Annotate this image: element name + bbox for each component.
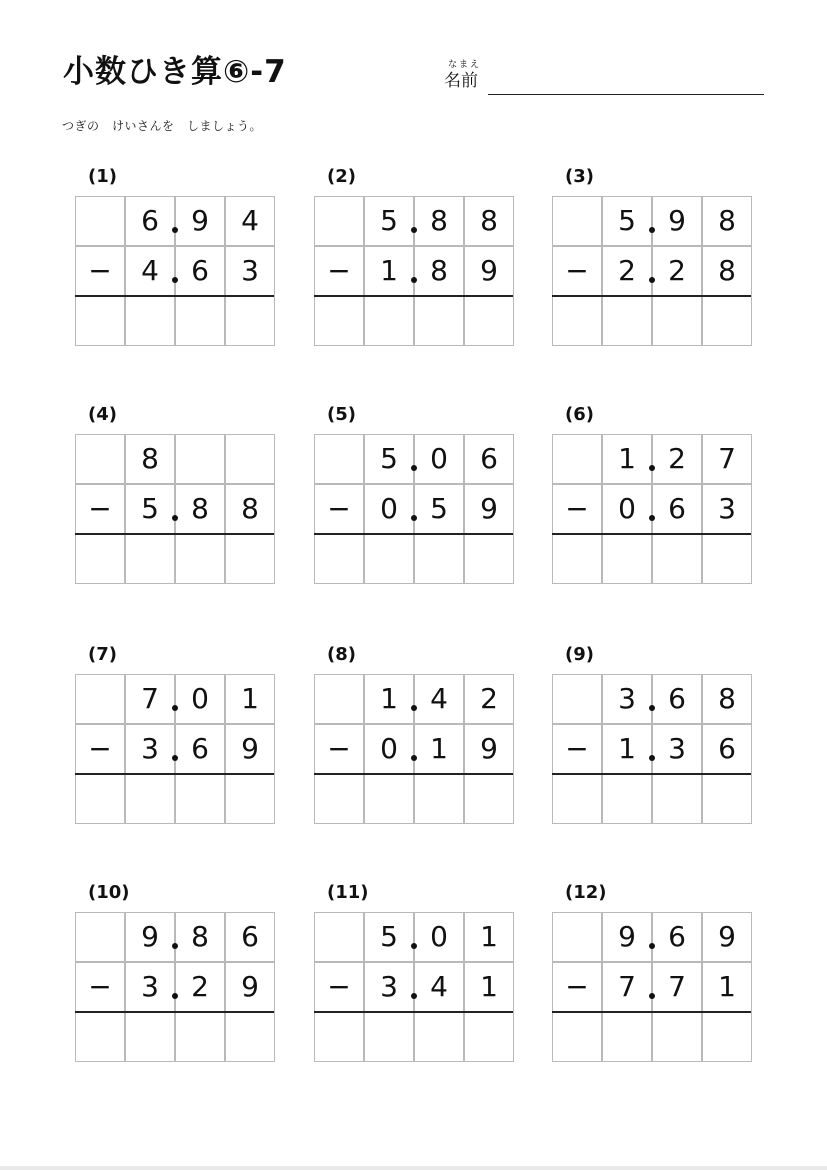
problem-label: (5) — [327, 404, 356, 425]
problem-3 — [552, 166, 752, 356]
problem-label: (4) — [88, 404, 117, 425]
answer-cell[interactable] — [364, 296, 414, 346]
decimal-point — [649, 227, 655, 233]
answer-cell[interactable] — [225, 296, 275, 346]
subtrahend-digit-cell: 9 — [225, 962, 275, 1012]
problem-label: (7) — [88, 644, 117, 665]
answer-cell[interactable] — [702, 774, 752, 824]
decimal-point — [172, 277, 178, 283]
calculation-grid — [314, 196, 513, 347]
answer-cell[interactable] — [414, 296, 464, 346]
minuend-digit-cell: 5 — [364, 196, 414, 246]
answer-cell[interactable] — [702, 534, 752, 584]
decimal-point — [172, 705, 178, 711]
minuend-digit-cell: 2 — [652, 434, 702, 484]
subtrahend-digit-cell: 8 — [702, 246, 752, 296]
minus-sign-cell: − — [552, 246, 602, 296]
answer-cell[interactable] — [75, 774, 125, 824]
decimal-point — [411, 755, 417, 761]
minuend-digit-cell: 1 — [602, 434, 652, 484]
minus-sign-cell: − — [552, 724, 602, 774]
subtrahend-digit-cell: 3 — [125, 962, 175, 1012]
decimal-point — [649, 943, 655, 949]
answer-rule-line — [314, 1011, 513, 1013]
minus-sign-cell: − — [75, 484, 125, 534]
subtrahend-digit-cell: 8 — [175, 484, 225, 534]
instruction-text: つぎの けいさんを しましょう。 — [62, 119, 263, 133]
subtrahend-digit-cell: 1 — [364, 246, 414, 296]
answer-cell[interactable] — [552, 296, 602, 346]
minus-sign-cell: − — [314, 246, 364, 296]
minuend-digit-cell — [552, 196, 602, 246]
answer-cell[interactable] — [125, 774, 175, 824]
minuend-digit-cell: 1 — [225, 674, 275, 724]
subtrahend-digit-cell: 0 — [364, 724, 414, 774]
subtrahend-digit-cell: 3 — [364, 962, 414, 1012]
answer-rule-line — [75, 773, 274, 775]
minuend-digit-cell: 7 — [125, 674, 175, 724]
minuend-digit-cell: 0 — [175, 674, 225, 724]
answer-cell[interactable] — [125, 534, 175, 584]
problem-11 — [314, 882, 514, 1072]
decimal-point — [172, 227, 178, 233]
problem-label: (9) — [565, 644, 594, 665]
answer-rule-line — [314, 773, 513, 775]
decimal-point — [649, 993, 655, 999]
minuend-digit-cell: 9 — [702, 912, 752, 962]
answer-rule-line — [75, 533, 274, 535]
subtrahend-digit-cell: 9 — [464, 484, 514, 534]
answer-cell[interactable] — [75, 1012, 125, 1062]
answer-rule-line — [314, 533, 513, 535]
problem-7 — [75, 644, 275, 834]
answer-cell[interactable] — [314, 1012, 364, 1062]
minuend-digit-cell: 9 — [175, 196, 225, 246]
minus-sign-cell: − — [75, 724, 125, 774]
decimal-point — [411, 227, 417, 233]
subtrahend-digit-cell: 3 — [652, 724, 702, 774]
subtrahend-digit-cell: 0 — [602, 484, 652, 534]
answer-cell[interactable] — [364, 534, 414, 584]
problem-label: (10) — [88, 882, 130, 903]
answer-cell[interactable] — [702, 1012, 752, 1062]
decimal-point — [411, 943, 417, 949]
answer-cell[interactable] — [314, 534, 364, 584]
minuend-digit-cell — [175, 434, 225, 484]
minuend-digit-cell: 1 — [464, 912, 514, 962]
minuend-digit-cell — [314, 434, 364, 484]
answer-cell[interactable] — [602, 534, 652, 584]
minuend-digit-cell: 9 — [125, 912, 175, 962]
answer-rule-line — [552, 533, 751, 535]
answer-cell[interactable] — [75, 296, 125, 346]
minuend-digit-cell: 5 — [364, 912, 414, 962]
problem-8 — [314, 644, 514, 834]
answer-cell[interactable] — [314, 774, 364, 824]
answer-cell[interactable] — [652, 534, 702, 584]
decimal-point — [172, 755, 178, 761]
minuend-digit-cell: 8 — [464, 196, 514, 246]
answer-rule-line — [552, 295, 751, 297]
minus-sign-cell: − — [314, 724, 364, 774]
answer-cell[interactable] — [552, 1012, 602, 1062]
worksheet-title: 小数ひき算⑥-7 — [63, 54, 287, 90]
problem-label: (1) — [88, 166, 117, 187]
minuend-digit-cell — [552, 674, 602, 724]
minuend-digit-cell: 4 — [414, 674, 464, 724]
decimal-point — [411, 515, 417, 521]
subtrahend-digit-cell: 1 — [414, 724, 464, 774]
problem-label: (3) — [565, 166, 594, 187]
minuend-digit-cell — [314, 674, 364, 724]
calculation-grid — [314, 434, 513, 585]
minuend-digit-cell — [75, 434, 125, 484]
problem-4 — [75, 404, 275, 594]
problem-label: (11) — [327, 882, 369, 903]
answer-cell[interactable] — [552, 774, 602, 824]
subtrahend-digit-cell: 7 — [602, 962, 652, 1012]
minuend-digit-cell — [552, 434, 602, 484]
minuend-digit-cell — [75, 196, 125, 246]
subtrahend-digit-cell: 3 — [702, 484, 752, 534]
minuend-digit-cell: 4 — [225, 196, 275, 246]
minuend-digit-cell: 6 — [652, 912, 702, 962]
minuend-digit-cell — [75, 912, 125, 962]
problem-5 — [314, 404, 514, 594]
decimal-point — [411, 277, 417, 283]
problem-1 — [75, 166, 275, 356]
minuend-digit-cell: 1 — [364, 674, 414, 724]
calculation-grid — [75, 434, 274, 585]
calculation-grid — [75, 196, 274, 347]
subtrahend-digit-cell: 1 — [702, 962, 752, 1012]
subtrahend-digit-cell: 5 — [125, 484, 175, 534]
minus-sign-cell: − — [552, 962, 602, 1012]
answer-cell[interactable] — [464, 1012, 514, 1062]
minuend-digit-cell: 0 — [414, 912, 464, 962]
problem-12 — [552, 882, 752, 1072]
decimal-point — [649, 277, 655, 283]
calculation-grid — [314, 912, 513, 1063]
calculation-grid — [552, 912, 751, 1063]
minuend-digit-cell: 8 — [175, 912, 225, 962]
answer-cell[interactable] — [552, 534, 602, 584]
decimal-point — [411, 705, 417, 711]
answer-cell[interactable] — [175, 1012, 225, 1062]
name-write-line[interactable] — [488, 94, 764, 95]
problem-10 — [75, 882, 275, 1072]
minus-sign-cell: − — [75, 962, 125, 1012]
name-label: 名前 — [444, 71, 478, 91]
answer-cell[interactable] — [314, 296, 364, 346]
answer-cell[interactable] — [464, 774, 514, 824]
decimal-point — [649, 705, 655, 711]
minuend-digit-cell — [314, 912, 364, 962]
problem-label: (6) — [565, 404, 594, 425]
answer-cell[interactable] — [602, 296, 652, 346]
subtrahend-digit-cell: 0 — [364, 484, 414, 534]
answer-cell[interactable] — [702, 296, 752, 346]
minuend-digit-cell: 6 — [225, 912, 275, 962]
minuend-digit-cell: 9 — [652, 196, 702, 246]
calculation-grid — [552, 434, 751, 585]
decimal-point — [649, 515, 655, 521]
decimal-point — [172, 993, 178, 999]
answer-rule-line — [75, 1011, 274, 1013]
subtrahend-digit-cell: 9 — [225, 724, 275, 774]
name-field — [444, 60, 766, 100]
decimal-point — [411, 993, 417, 999]
minus-sign-cell: − — [552, 484, 602, 534]
subtrahend-digit-cell: 2 — [652, 246, 702, 296]
answer-cell[interactable] — [175, 534, 225, 584]
answer-rule-line — [552, 1011, 751, 1013]
name-ruby: なまえ — [448, 60, 482, 70]
decimal-point — [172, 515, 178, 521]
minuend-digit-cell: 8 — [125, 434, 175, 484]
minuend-digit-cell: 8 — [702, 674, 752, 724]
minuend-digit-cell: 0 — [414, 434, 464, 484]
decimal-point — [649, 465, 655, 471]
subtrahend-digit-cell: 9 — [464, 246, 514, 296]
answer-rule-line — [314, 295, 513, 297]
minus-sign-cell: − — [75, 246, 125, 296]
answer-cell[interactable] — [225, 774, 275, 824]
subtrahend-digit-cell: 6 — [175, 724, 225, 774]
subtrahend-digit-cell: 3 — [225, 246, 275, 296]
minuend-digit-cell: 6 — [652, 674, 702, 724]
calculation-grid — [552, 674, 751, 825]
answer-rule-line — [552, 773, 751, 775]
answer-cell[interactable] — [464, 534, 514, 584]
minuend-digit-cell: 2 — [464, 674, 514, 724]
minuend-digit-cell: 5 — [602, 196, 652, 246]
subtrahend-digit-cell: 6 — [175, 246, 225, 296]
subtrahend-digit-cell: 9 — [464, 724, 514, 774]
minuend-digit-cell: 8 — [414, 196, 464, 246]
calculation-grid — [75, 674, 274, 825]
answer-cell[interactable] — [652, 1012, 702, 1062]
minuend-digit-cell — [75, 674, 125, 724]
answer-cell[interactable] — [464, 296, 514, 346]
answer-cell[interactable] — [125, 296, 175, 346]
subtrahend-digit-cell: 8 — [225, 484, 275, 534]
subtrahend-digit-cell: 2 — [175, 962, 225, 1012]
problem-label: (8) — [327, 644, 356, 665]
problem-2 — [314, 166, 514, 356]
minuend-digit-cell: 5 — [364, 434, 414, 484]
subtrahend-digit-cell: 1 — [602, 724, 652, 774]
answer-cell[interactable] — [225, 1012, 275, 1062]
calculation-grid — [75, 912, 274, 1063]
answer-cell[interactable] — [414, 1012, 464, 1062]
problem-6 — [552, 404, 752, 594]
problem-label: (12) — [565, 882, 607, 903]
answer-cell[interactable] — [602, 1012, 652, 1062]
problem-9 — [552, 644, 752, 834]
subtrahend-digit-cell: 5 — [414, 484, 464, 534]
answer-rule-line — [75, 295, 274, 297]
minuend-digit-cell — [225, 434, 275, 484]
subtrahend-digit-cell: 3 — [125, 724, 175, 774]
subtrahend-digit-cell: 4 — [414, 962, 464, 1012]
minuend-digit-cell: 8 — [702, 196, 752, 246]
decimal-point — [172, 943, 178, 949]
answer-cell[interactable] — [652, 296, 702, 346]
subtrahend-digit-cell: 6 — [652, 484, 702, 534]
subtrahend-digit-cell: 4 — [125, 246, 175, 296]
subtrahend-digit-cell: 8 — [414, 246, 464, 296]
answer-cell[interactable] — [414, 534, 464, 584]
answer-cell[interactable] — [175, 296, 225, 346]
minus-sign-cell: − — [314, 484, 364, 534]
answer-cell[interactable] — [364, 774, 414, 824]
calculation-grid — [552, 196, 751, 347]
minuend-digit-cell: 9 — [602, 912, 652, 962]
minuend-digit-cell: 3 — [602, 674, 652, 724]
calculation-grid — [314, 674, 513, 825]
minuend-digit-cell: 7 — [702, 434, 752, 484]
answer-cell[interactable] — [225, 534, 275, 584]
page-edge — [0, 1166, 827, 1170]
subtrahend-digit-cell: 2 — [602, 246, 652, 296]
decimal-point — [649, 755, 655, 761]
answer-cell[interactable] — [652, 774, 702, 824]
answer-cell[interactable] — [414, 774, 464, 824]
answer-cell[interactable] — [75, 534, 125, 584]
answer-cell[interactable] — [125, 1012, 175, 1062]
minuend-digit-cell — [552, 912, 602, 962]
subtrahend-digit-cell: 6 — [702, 724, 752, 774]
subtrahend-digit-cell: 7 — [652, 962, 702, 1012]
problem-label: (2) — [327, 166, 356, 187]
answer-cell[interactable] — [175, 774, 225, 824]
minuend-digit-cell: 6 — [464, 434, 514, 484]
subtrahend-digit-cell: 1 — [464, 962, 514, 1012]
minus-sign-cell: − — [314, 962, 364, 1012]
minuend-digit-cell: 6 — [125, 196, 175, 246]
answer-cell[interactable] — [364, 1012, 414, 1062]
answer-cell[interactable] — [602, 774, 652, 824]
decimal-point — [411, 465, 417, 471]
minuend-digit-cell — [314, 196, 364, 246]
